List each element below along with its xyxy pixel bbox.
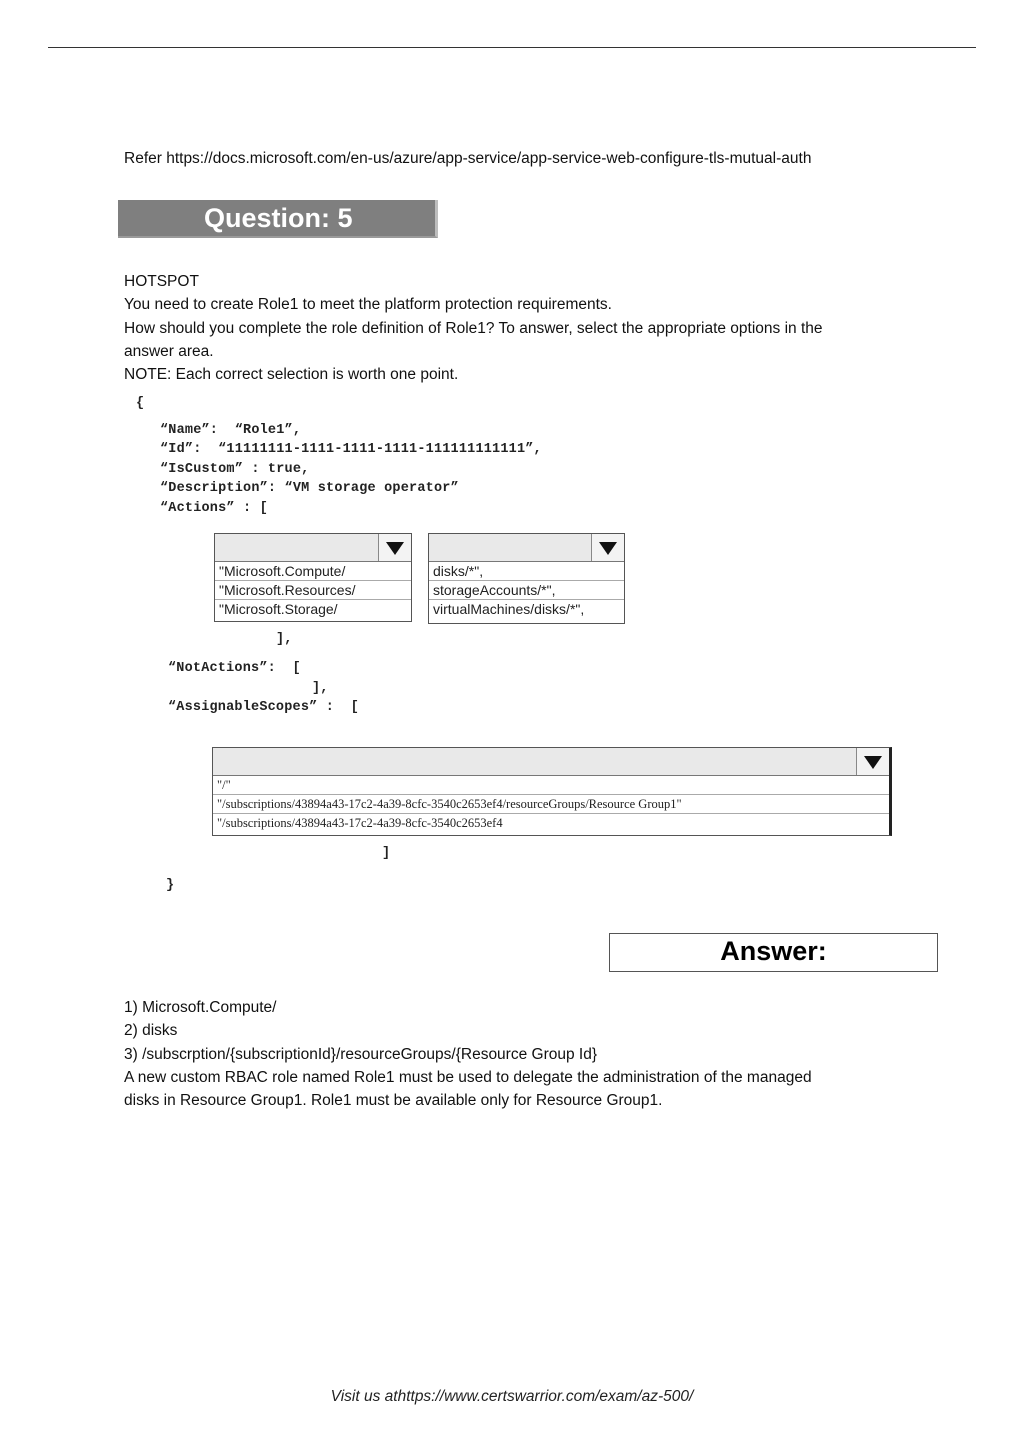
answer-label: Answer: xyxy=(720,936,827,966)
footer-link[interactable]: Visit us athttps://www.certswarrior.com/exam/az-500/ xyxy=(330,1388,694,1405)
scope-option[interactable]: "/subscriptions/43894a43-17c2-4a39-8cfc-3540c2653ef4 xyxy=(217,816,503,830)
scope-dropdown[interactable] xyxy=(212,747,892,836)
namespace-option[interactable]: "Microsoft.Compute/ xyxy=(215,562,411,581)
code-actions-close: ], xyxy=(276,632,293,647)
question-line: You need to create Role1 to meet the platform protection requirements. xyxy=(124,296,612,314)
code-notactions-open: “NotActions”: [ xyxy=(168,661,301,676)
scope-dropdown-header[interactable] xyxy=(213,748,889,776)
scope-option[interactable]: "/subscriptions/43894a43-17c2-4a39-8cfc-3540c2653ef4/resourceGroups/Resource Group1" xyxy=(213,795,889,814)
answer-line: 3) /subscrption/{subscriptionId}/resourceGroups/{Resource Group Id} xyxy=(124,1045,598,1063)
chevron-down-icon[interactable] xyxy=(591,534,624,561)
resource-option[interactable]: disks/*", xyxy=(429,562,624,581)
answer-line: 1) Microsoft.Compute/ xyxy=(124,999,277,1016)
question-line: How should you complete the role definition of Role1? To answer, select the appropriate options in the xyxy=(124,319,823,337)
resource-dropdown[interactable] xyxy=(428,533,625,624)
code-notactions-close: ], xyxy=(312,681,329,696)
question-text xyxy=(124,270,823,386)
code-scopes-line: “AssignableScopes” : [ xyxy=(168,700,359,715)
code-close-brace: } xyxy=(166,878,175,893)
resource-option[interactable]: storageAccounts/*", xyxy=(429,581,624,600)
code-open-brace: { xyxy=(136,396,145,411)
answer-banner xyxy=(609,933,938,972)
answer-text xyxy=(124,996,812,1112)
resource-option[interactable]: virtualMachines/disks/*", xyxy=(433,601,585,617)
code-description-line: “Description”: “VM storage operator” xyxy=(160,481,459,496)
question-banner xyxy=(118,200,438,238)
chevron-down-icon[interactable] xyxy=(378,534,411,561)
answer-line: 2) disks xyxy=(124,1022,178,1040)
scope-option[interactable]: "/" xyxy=(213,776,889,795)
code-name-line: “Name”: “Role1”, xyxy=(160,423,302,438)
question-label: Question: 5 xyxy=(204,203,353,233)
header-rule xyxy=(48,47,976,48)
code-iscustom-line: “IsCustom” : true, xyxy=(160,462,310,477)
namespace-option[interactable]: "Microsoft.Storage/ xyxy=(219,601,338,617)
answer-line: A new custom RBAC role named Role1 must be used to delegate the administration of the managed xyxy=(124,1068,812,1086)
code-actions-line: “Actions” : [ xyxy=(160,501,268,516)
chevron-down-icon[interactable] xyxy=(856,748,889,775)
code-scopes-close: ] xyxy=(382,846,391,861)
namespace-dropdown[interactable] xyxy=(214,533,412,622)
question-line: HOTSPOT xyxy=(124,273,199,290)
namespace-option[interactable]: "Microsoft.Resources/ xyxy=(215,581,411,600)
code-id-line: “Id”: “11111111-1111-1111-1111-111111111111”, xyxy=(160,442,542,457)
question-line: answer area. xyxy=(124,342,214,360)
question-line: NOTE: Each correct selection is worth one point. xyxy=(124,366,459,384)
answer-line: disks in Resource Group1. Role1 must be available only for Resource Group1. xyxy=(124,1092,663,1110)
reference-line: Refer https://docs.microsoft.com/en-us/azure/app-service/app-service-web-configure-tls-mutual-auth xyxy=(124,150,812,167)
